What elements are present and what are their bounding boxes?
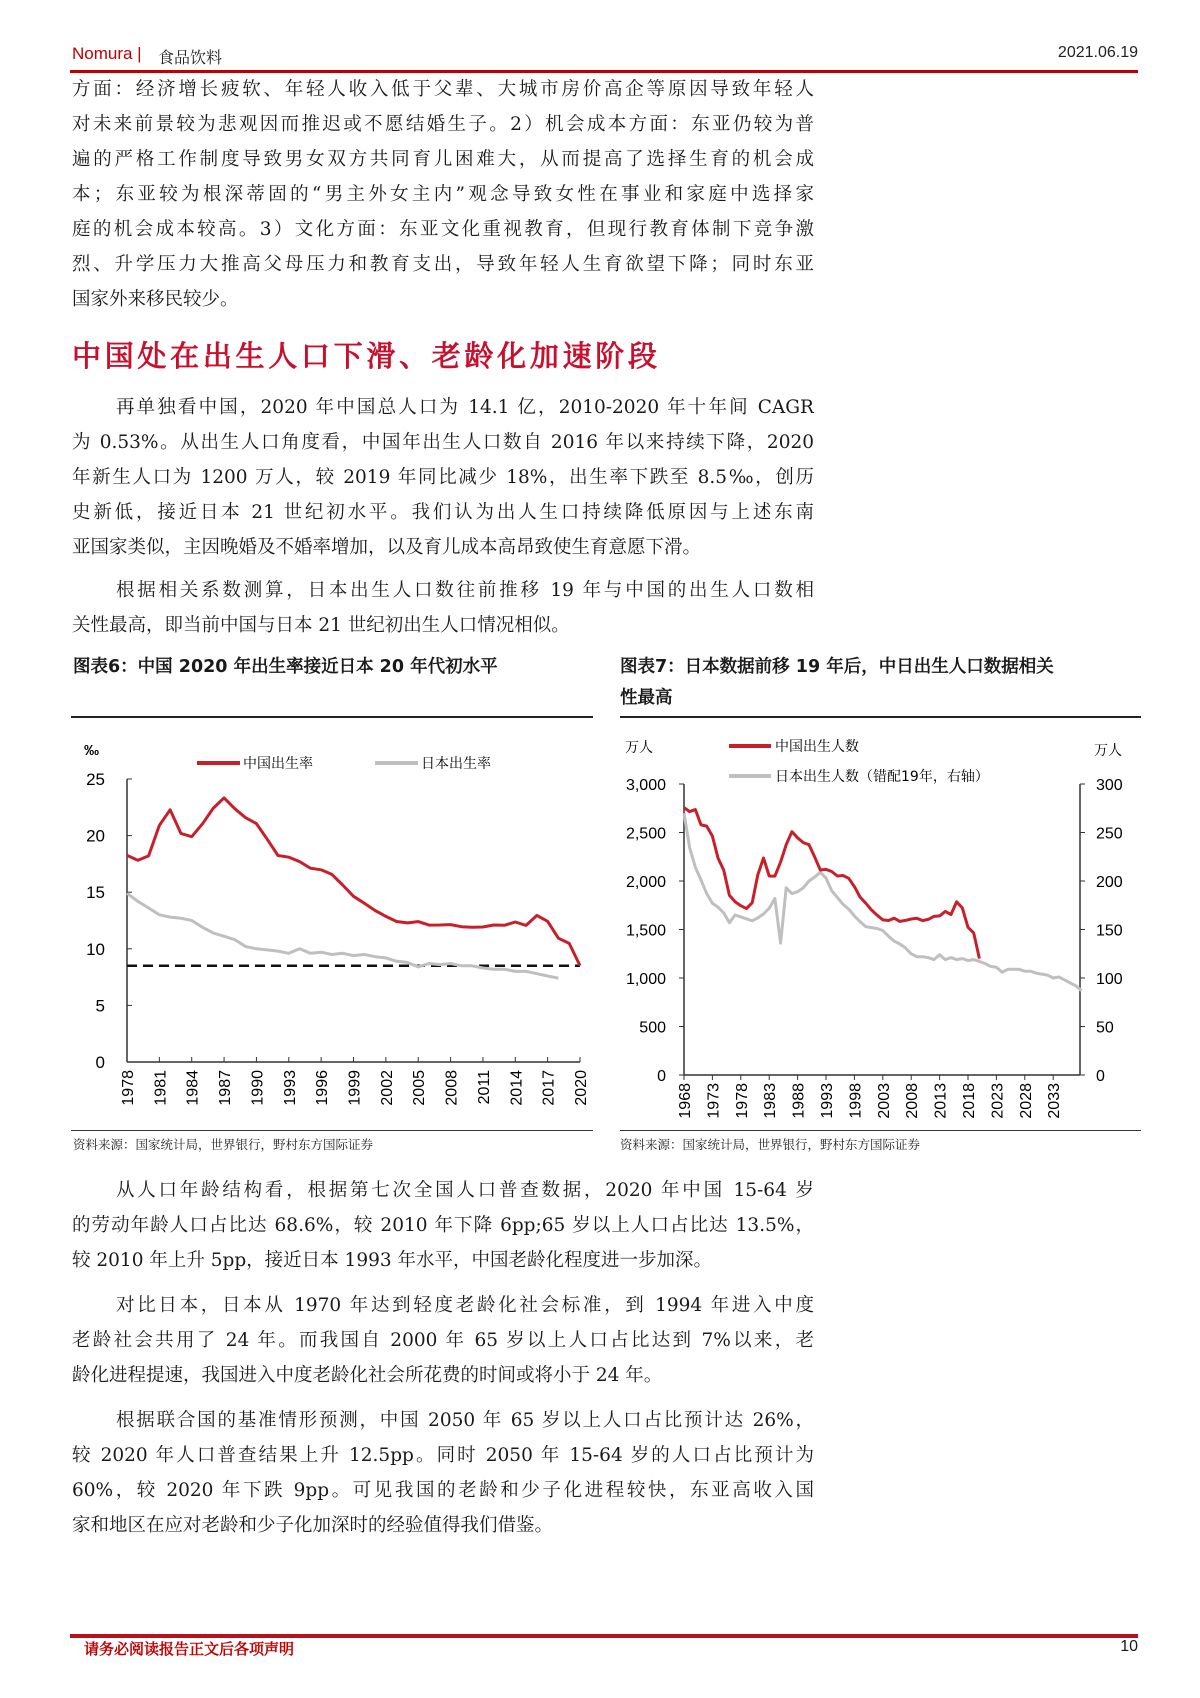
x-tick-label: 1988 <box>790 1083 808 1119</box>
text-line: 关性最高，即当前中国与日本 21 世纪初出生人口情况相似。 <box>72 615 570 636</box>
series-line-japan <box>684 813 1082 991</box>
text-line: 烈、升学压力大推高父母压力和教育支出，导致年轻人生育欲望下降；同时东亚 <box>72 254 814 275</box>
x-tick-label: 2020 <box>573 1070 590 1106</box>
y-tick-label: 25 <box>86 770 105 789</box>
brand-logo: Nomura | <box>72 44 142 63</box>
x-tick-label: 1999 <box>346 1070 364 1106</box>
y-tick-label-left: 0 <box>657 1068 666 1085</box>
series-line-japan <box>127 893 558 978</box>
y-tick-label: 20 <box>86 826 105 846</box>
y-tick-label-left: 1,500 <box>625 922 666 940</box>
paragraph-correlation <box>72 573 814 643</box>
text-line: 国家外来移民较少。 <box>72 289 239 310</box>
x-tick-label: 2005 <box>411 1070 429 1106</box>
paragraph-un-forecast <box>72 1403 814 1543</box>
x-tick-label: 2033 <box>1046 1083 1064 1119</box>
y-tick-label-right: 200 <box>1096 874 1123 891</box>
text-line: 从人口年龄结构看，根据第七次全国人口普查数据，2020 年中国 15-64 岁 <box>116 1180 814 1201</box>
x-tick-label: 2003 <box>875 1083 893 1119</box>
y-axis-unit-right: 万人 <box>1094 743 1122 759</box>
y-tick-label: 15 <box>86 883 105 903</box>
sector-label: 食品饮料 <box>158 48 223 67</box>
text-line: 老龄社会共用了 24 年。而我国自 2000 年 65 岁以上人口占比达到 7%以来，老 <box>72 1330 814 1351</box>
page-number: 10 <box>1120 1638 1138 1655</box>
x-tick-label: 1996 <box>314 1070 332 1106</box>
legend-label: 日本出生人数（错配19年，右轴） <box>775 769 989 785</box>
disclaimer-note: 请务必阅读报告正文后各项声明 <box>84 1640 295 1658</box>
text-line: 年新生人口为 1200 万人，较 2019 年同比减少 18%，出生率下跌至 8.5‰，创历 <box>72 467 814 488</box>
figure-7-bottom-rule <box>620 1130 1141 1131</box>
x-tick-label: 2008 <box>904 1083 922 1119</box>
y-tick-label-right: 300 <box>1096 777 1123 794</box>
y-tick-label: 10 <box>86 939 105 959</box>
figure-7-title-line: 图表7：日本数据前移 19 年后，中日出生人口数据相关 <box>620 657 1054 677</box>
y-tick-label-left: 1,000 <box>625 971 666 988</box>
text-line: 60%，较 2020 年下跌 9pp。可见我国的老龄和少子化进程较快，东亚高收入国 <box>72 1480 814 1501</box>
paragraph-causes <box>72 72 814 317</box>
paragraph-china-population <box>72 390 814 565</box>
text-line: 为 0.53%。从出生人口角度看，中国年出生人口数自 2016 年以来持续下降，2020 <box>72 432 814 453</box>
report-date: 2021.06.19 <box>1057 44 1138 61</box>
y-tick-label-left: 500 <box>639 1019 666 1037</box>
y-axis-unit-left: 万人 <box>625 740 653 756</box>
x-tick-label: 2028 <box>1017 1083 1035 1119</box>
text-line: 本；东亚较为根深蒂固的“男主外女主内”观念导致女性在事业和家庭中选择家 <box>72 184 814 205</box>
y-axis-unit: ‰ <box>84 742 99 759</box>
figure-6-source: 资料来源：国家统计局，世界银行，野村东方国际证券 <box>73 1137 374 1152</box>
figure-7-top-rule <box>620 716 1141 718</box>
x-tick-label: 1981 <box>152 1070 170 1106</box>
x-tick-label: 2014 <box>508 1070 526 1106</box>
x-tick-label: 1984 <box>184 1070 202 1106</box>
x-tick-label: 2017 <box>540 1070 558 1106</box>
x-tick-label: 1973 <box>705 1083 723 1119</box>
text-line: 史新低，接近日本 21 世纪初水平。我们认为出人生口持续降低原因与上述东南 <box>72 502 814 523</box>
paragraph-japan-comparison <box>72 1288 814 1393</box>
y-tick-label-left: 2,500 <box>625 825 666 843</box>
legend-label: 中国出生人数 <box>775 739 859 755</box>
y-tick-label: 5 <box>95 996 105 1016</box>
x-tick-label: 1983 <box>762 1083 780 1119</box>
figure-7-source: 资料来源：国家统计局，世界银行，野村东方国际证券 <box>620 1137 921 1152</box>
x-tick-label: 1993 <box>819 1083 836 1119</box>
figure-6-top-rule <box>71 716 593 718</box>
y-tick-label-right: 250 <box>1096 825 1123 843</box>
text-line: 较 2020 年人口普查结果上升 12.5pp。同时 2050 年 15-64 岁的人口占比预计为 <box>72 1445 814 1466</box>
x-tick-label: 2008 <box>443 1070 461 1106</box>
legend-label: 中国出生率 <box>243 756 313 772</box>
x-tick-label: 1978 <box>733 1083 751 1119</box>
figure-7-title <box>620 652 1054 714</box>
text-line: 对未来前景较为悲观因而推迟或不愿结婚生子。2）机会成本方面：东亚仍较为普 <box>72 114 814 135</box>
y-tick-label-right: 100 <box>1096 971 1123 988</box>
y-tick-label-right: 150 <box>1096 922 1123 940</box>
x-tick-label: 1978 <box>120 1070 137 1106</box>
text-line: 根据相关系数测算，日本出生人口数往前推移 19 年与中国的出生人口数相 <box>116 580 814 601</box>
text-line: 的劳动年龄人口占比达 68.6%，较 2010 年下降 6pp;65 岁以上人口占比达 13.5%， <box>72 1215 814 1236</box>
text-line: 庭的机会成本较高。3）文化方面：东亚文化重视教育，但现行教育体制下竞争激 <box>72 219 814 240</box>
y-tick-label-left: 2,000 <box>625 874 666 891</box>
legend-label: 日本出生率 <box>421 756 491 772</box>
text-line: 遍的严格工作制度导致男女双方共同育儿困难大，从而提高了选择生育的机会成 <box>72 149 814 170</box>
x-tick-label: 1990 <box>249 1070 267 1106</box>
text-line: 较 2010 年上升 5pp，接近日本 1993 年水平，中国老龄化程度进一步加深。 <box>72 1250 713 1271</box>
text-line: 再单独看中国，2020 年中国总人口为 14.1 亿，2010-2020 年十年间 CAGR <box>116 397 814 418</box>
x-tick-label: 1987 <box>217 1070 235 1106</box>
figure-6-bottom-rule <box>71 1130 593 1131</box>
x-tick-label: 1968 <box>677 1083 694 1119</box>
text-line: 根据联合国的基准情形预测，中国 2050 年 65 岁以上人口占比预计达 26%， <box>116 1410 814 1431</box>
x-tick-label: 2011 <box>475 1070 493 1105</box>
text-line: 龄化进程提速，我国进入中度老龄化社会所花费的时间或将小于 24 年。 <box>72 1365 663 1386</box>
x-tick-label: 2013 <box>932 1083 950 1119</box>
text-line: 对比日本，日本从 1970 年达到轻度老龄化社会标准，到 1994 年进入中度 <box>116 1295 814 1316</box>
x-tick-label: 1998 <box>847 1083 865 1119</box>
text-line: 方面：经济增长疲软、年轻人收入低于父辈、大城市房价高企等原因导致年轻人 <box>72 79 814 100</box>
y-tick-label-left: 3,000 <box>625 777 666 794</box>
x-tick-label: 1993 <box>281 1070 299 1106</box>
paragraph-age-structure <box>72 1173 814 1278</box>
x-tick-label: 2023 <box>989 1083 1007 1119</box>
figure-6-title: 图表6：中国 2020 年出生率接近日本 20 年代初水平 <box>73 657 498 677</box>
text-line: 家和地区在应对老龄和少子化加深时的经验值得我们借鉴。 <box>72 1515 554 1536</box>
y-tick-label-right: 50 <box>1096 1019 1114 1037</box>
section-title: 中国处在出生人口下滑、老龄化加速阶段 <box>72 339 657 373</box>
x-tick-label: 2018 <box>961 1083 978 1119</box>
y-tick-label-right: 0 <box>1096 1068 1105 1085</box>
y-tick-label: 0 <box>95 1053 105 1072</box>
series-line-china <box>684 808 979 959</box>
series-line-china <box>127 798 580 966</box>
x-tick-label: 2002 <box>378 1070 396 1106</box>
text-line: 亚国家类似，主因晚婚及不婚率增加，以及育儿成本高昂致使生育意愿下滑。 <box>72 537 702 558</box>
figure-7-title-line: 性最高 <box>620 688 673 708</box>
